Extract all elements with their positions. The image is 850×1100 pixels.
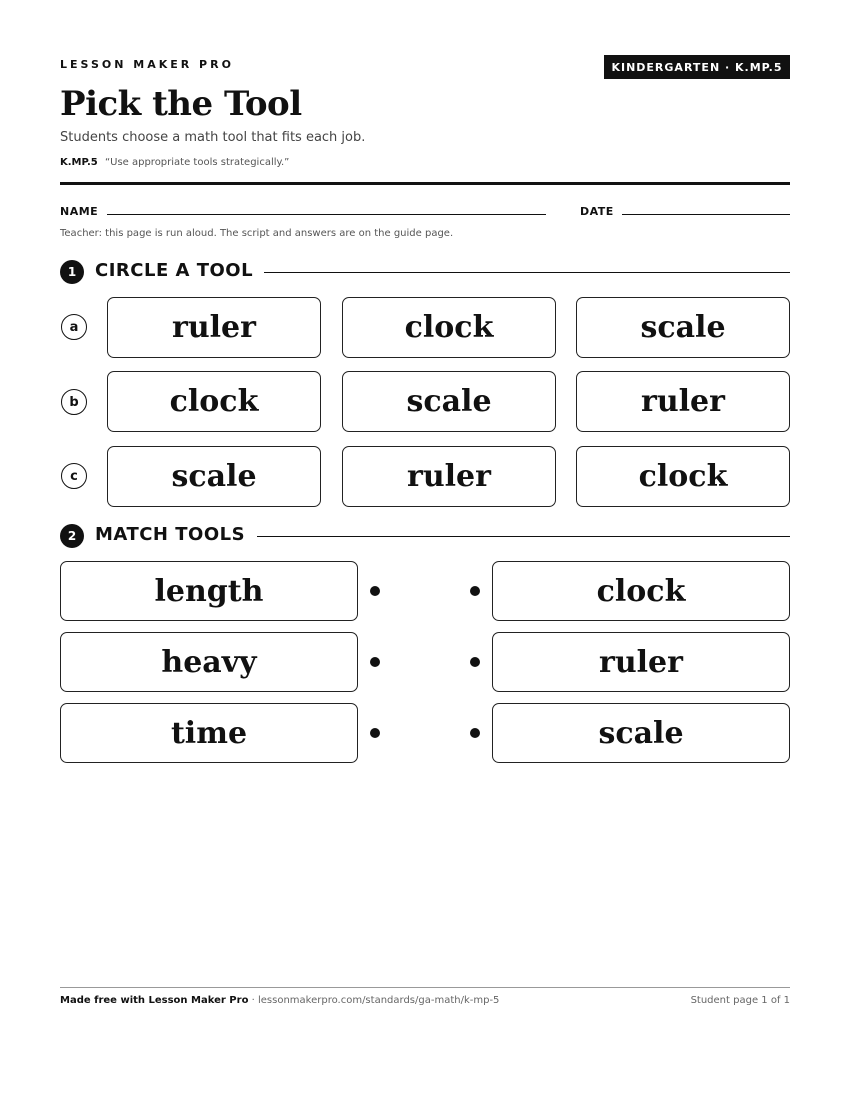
brand-name: LESSON MAKER PRO [60,58,234,71]
match-right-item: ruler [492,632,790,692]
tool-option[interactable]: clock [107,371,321,432]
grade-badge: KINDERGARTEN · K.MP.5 [604,55,790,79]
standard-code: K.MP.5 [60,157,98,168]
match-left-item: heavy [60,632,358,692]
tool-option[interactable]: scale [107,446,321,507]
section-1-title: CIRCLE A TOOL [95,260,254,281]
match-dot-right[interactable] [470,728,480,738]
tool-option[interactable]: clock [342,297,556,358]
row-letter-a: a [61,314,87,340]
tool-option[interactable]: ruler [576,371,790,432]
match-dot-left[interactable] [370,728,380,738]
tool-option[interactable]: clock [576,446,790,507]
name-line[interactable] [107,214,546,215]
header-divider [60,182,790,185]
page-title: Pick the Tool [60,84,302,124]
footer-page-number: Student page 1 of 1 [690,995,790,1006]
match-dot-left[interactable] [370,586,380,596]
footer-made-with: Made free with Lesson Maker Pro [60,995,249,1006]
tool-option[interactable]: scale [576,297,790,358]
footer-url[interactable]: · lessonmakerpro.com/standards/ga-math/k-mp-5 [248,995,500,1006]
tool-option[interactable]: ruler [342,446,556,507]
date-label: DATE [580,205,614,218]
tool-option[interactable]: ruler [107,297,321,358]
date-line[interactable] [622,214,790,215]
section-2-number: 2 [60,524,84,548]
teacher-note: Teacher: this page is run aloud. The script and answers are on the guide page. [60,228,454,239]
standard-quote: “Use appropriate tools strategically.” [104,157,290,168]
match-left-item: length [60,561,358,621]
row-letter-c: c [61,463,87,489]
match-dot-left[interactable] [370,657,380,667]
section-1-number: 1 [60,260,84,284]
page-subtitle: Students choose a math tool that fits each job. [60,130,366,145]
match-dot-right[interactable] [470,657,480,667]
name-label: NAME [60,205,99,218]
match-right-item: clock [492,561,790,621]
tool-option[interactable]: scale [342,371,556,432]
section-1-rule [264,272,790,273]
match-right-item: scale [492,703,790,763]
section-2-rule [257,536,790,537]
footer-credit [60,995,499,1006]
row-letter-b: b [61,389,87,415]
section-2-title: MATCH TOOLS [95,524,246,545]
match-dot-right[interactable] [470,586,480,596]
match-left-item: time [60,703,358,763]
footer-divider [60,987,790,988]
standard-line [60,157,289,168]
